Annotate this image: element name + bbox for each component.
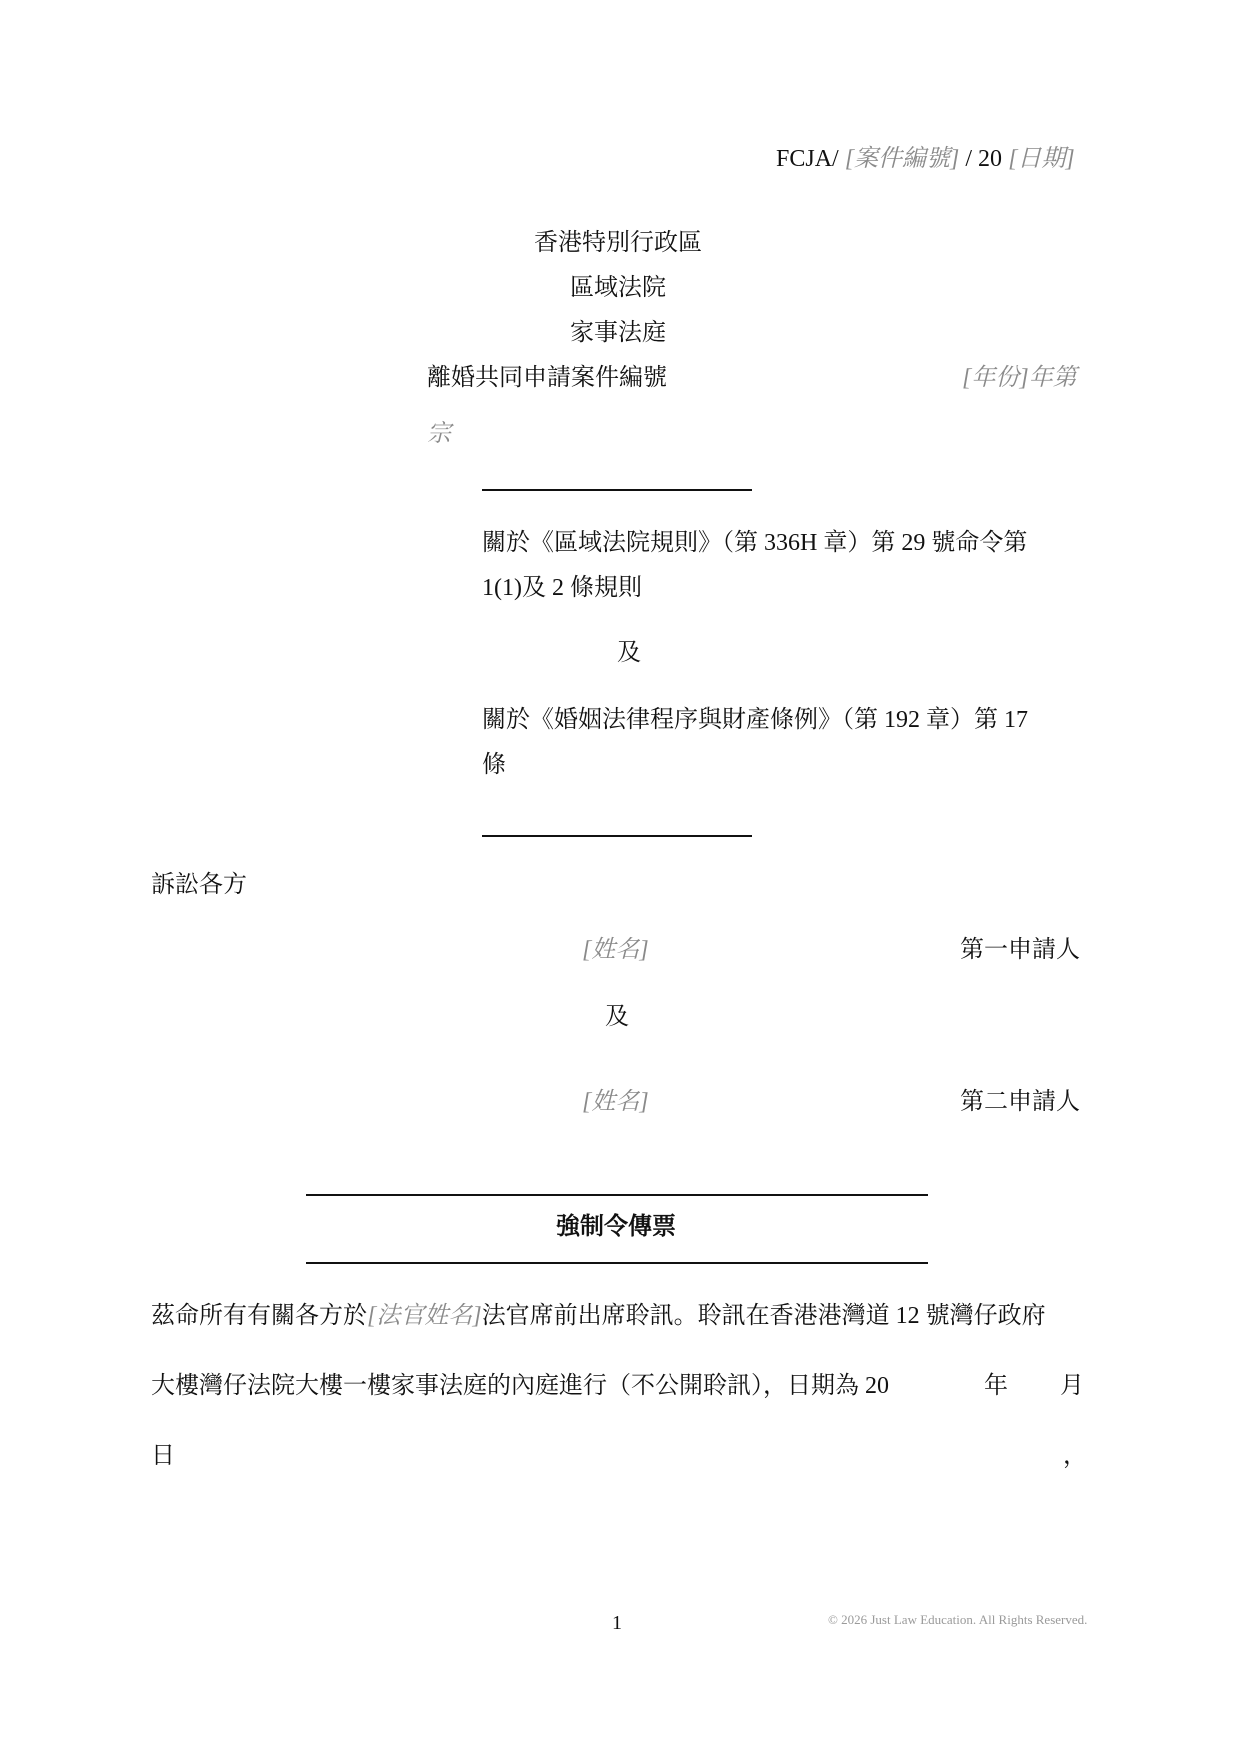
court-division: 家事法庭 — [570, 320, 666, 346]
case-reference — [776, 144, 1075, 174]
body-line-1 — [151, 1301, 1046, 1331]
copyright-notice: © 2026 Just Law Education. All Rights Reserved. — [828, 1612, 1088, 1627]
matter-second-line2: 條 — [482, 752, 506, 778]
year-suffix: 年第 — [1028, 365, 1077, 391]
second-applicant-role: 第二申請人 — [960, 1089, 1080, 1115]
title-rule-top — [306, 1194, 928, 1196]
document-title: 強制令傳票 — [556, 1214, 676, 1240]
case-date-placeholder[interactable]: [日期] — [1008, 146, 1075, 172]
parties-and: 及 — [605, 1004, 629, 1030]
body-day-label: 日 — [151, 1443, 175, 1469]
title-rule-bottom — [306, 1262, 928, 1264]
second-applicant-name-placeholder[interactable]: [姓名] — [582, 1089, 649, 1115]
parties-heading: 訴訟各方 — [151, 872, 247, 898]
body-line1-post: 法官席前出席聆訊。聆訊在香港港灣道 12 號灣仔政府 — [481, 1303, 1046, 1329]
case-number-year — [962, 363, 1077, 393]
year-placeholder[interactable]: [年份] — [962, 365, 1029, 391]
body-line-2: 大樓灣仔法院大樓一樓家事法庭的內庭進行（不公開聆訊），日期為 20 — [151, 1373, 889, 1399]
matter-and: 及 — [617, 640, 641, 666]
body-comma: ， — [1063, 1443, 1087, 1469]
case-number-zong: 宗 — [427, 421, 451, 447]
matter-first-line2: 1(1)及 2 條規則 — [482, 575, 642, 601]
case-ref-separator: / 20 — [959, 146, 1009, 172]
first-applicant-role: 第一申請人 — [960, 937, 1080, 963]
matter-first-line1: 關於《區域法院規則》（第 336H 章）第 29 號命令第 — [482, 530, 1028, 556]
divider-bottom — [482, 835, 752, 837]
body-line1-pre: 茲命所有有關各方於 — [151, 1303, 367, 1329]
matter-second-line1: 關於《婚姻法律程序與財產條例》（第 192 章）第 17 — [482, 707, 1028, 733]
court-region: 香港特別行政區 — [534, 230, 702, 256]
judge-name-placeholder[interactable]: [法官姓名] — [367, 1303, 482, 1329]
body-month-label: 月 — [1060, 1373, 1084, 1399]
case-number-label: 離婚共同申請案件編號 — [427, 365, 667, 391]
court-name: 區域法院 — [570, 275, 666, 301]
body-year-label: 年 — [984, 1373, 1008, 1399]
case-number-placeholder[interactable]: [案件編號] — [844, 146, 960, 172]
page-number: 1 — [612, 1612, 622, 1634]
case-ref-prefix: FCJA/ — [776, 146, 845, 172]
first-applicant-name-placeholder[interactable]: [姓名] — [582, 937, 649, 963]
divider-top — [482, 489, 752, 491]
